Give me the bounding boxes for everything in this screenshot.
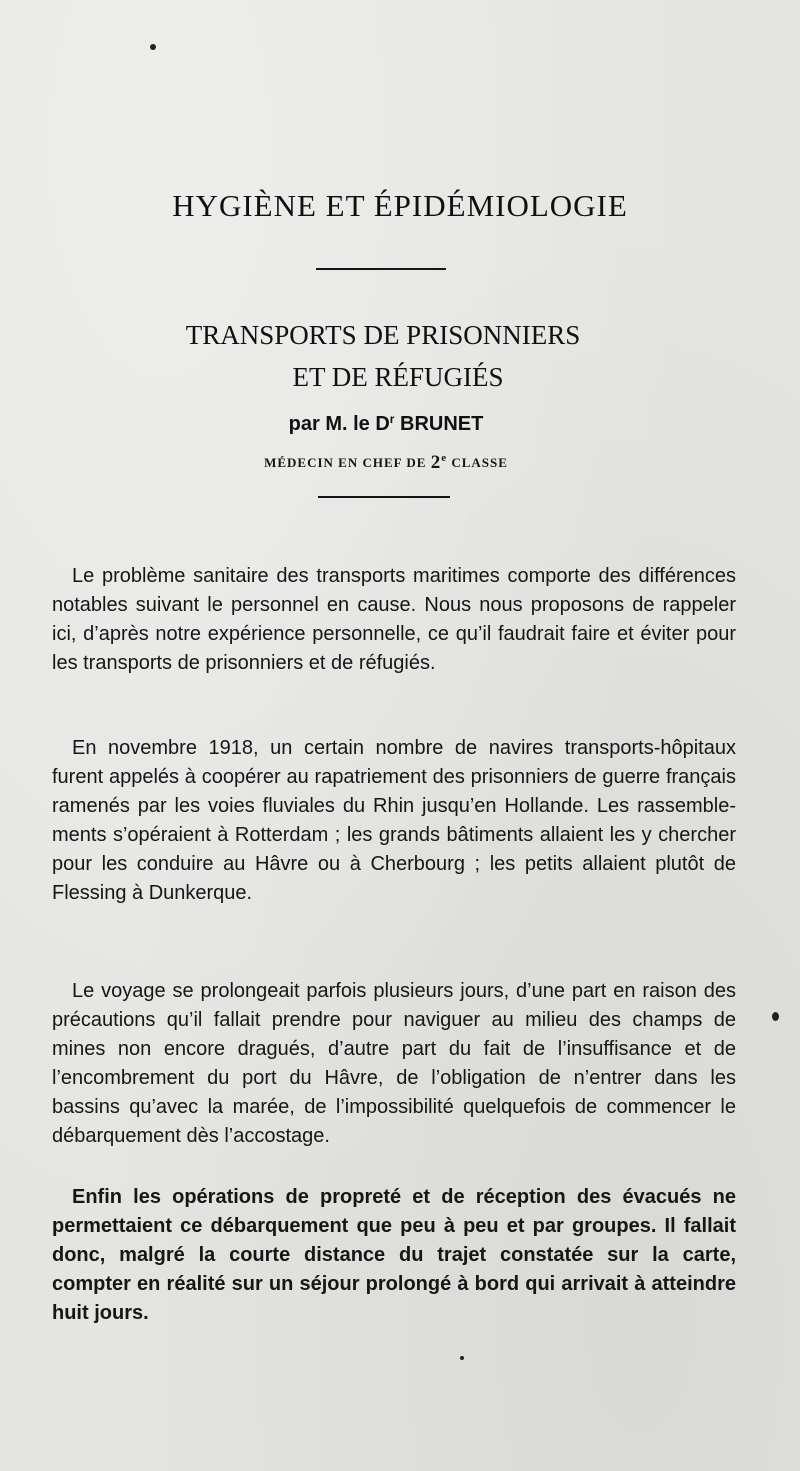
paragraph: Le voyage se prolongeait parfois plusieurs jours, d’une part en raison des précautions qu’il fallait prendre pour naviguer au milieu des champs de mines non encore dragués, d’autre part du fait de l’insuffisance et de l’encombrement du port du Hâvre, de l’obligation de n’entrer dans les bassins qu’avec la marée, de l’impossibilité quelquefois de commencer le débarquement dès l’accostage. — [52, 980, 736, 1147]
paper-speck — [150, 44, 156, 50]
author-byline — [0, 412, 772, 436]
rank-ordinal — [431, 452, 447, 473]
article-title-line-1: TRANSPORTS DE PRISONNIERS — [185, 320, 581, 350]
paragraph-block — [52, 734, 736, 908]
rank-superscript: e — [441, 452, 448, 464]
paragraph-block — [52, 977, 736, 1151]
paragraph: Enfin les opérations de propreté et de réception des évacués ne permettaient ce débarquement que peu à peu et par groupes. Il fallait donc, malgré la courte distance du trajet constatée sur la carte, compter en réalité sur un séjour prolongé à bord qui arrivait à atteindre huit jours. — [52, 1186, 736, 1324]
paragraph-block — [52, 1183, 736, 1328]
byline-divider — [318, 496, 450, 498]
paper-speck — [772, 1012, 779, 1021]
rank-suffix: CLASSE — [447, 455, 508, 470]
author-name: BRUNET — [394, 413, 484, 435]
paragraph-block — [52, 562, 736, 678]
rank-prefix: MÉDECIN EN CHEF DE — [264, 455, 431, 470]
byline-prefix: par M. le D — [288, 413, 390, 435]
rank-number: 2 — [430, 452, 442, 473]
byline-superscript: r — [389, 412, 395, 426]
article-title-line-2: ET DE RÉFUGIÉS — [292, 362, 504, 392]
author-rank — [0, 452, 772, 474]
paper-speck — [460, 1356, 464, 1360]
title-divider — [316, 268, 446, 270]
paragraph: En novembre 1918, un certain nombre de navires transports-hôpitaux furent appelés à coopérer au rapatriement des prisonniers de guerre français ramenés par les voies fluviales du Rhin jusqu’en Hollande. Les rassemblements s’opéraient à Rotterdam ; les grands bâtiments allaient les y chercher pour les conduire au Hâvre ou à Cherbourg ; les petits allaient plutôt de Flessing à Dunkerque. — [52, 737, 736, 904]
section-title: HYGIÈNE ET ÉPIDÉMIOLOGIE — [172, 188, 628, 223]
paragraph: Le problème sanitaire des transports maritimes comporte des différences notables suivant le personnel en cause. Nous nous proposons de rappeler ici, d’après notre expérience personnelle, ce qu’il faudrait faire et éviter pour les transports de prisonniers et de réfugiés. — [52, 565, 736, 674]
